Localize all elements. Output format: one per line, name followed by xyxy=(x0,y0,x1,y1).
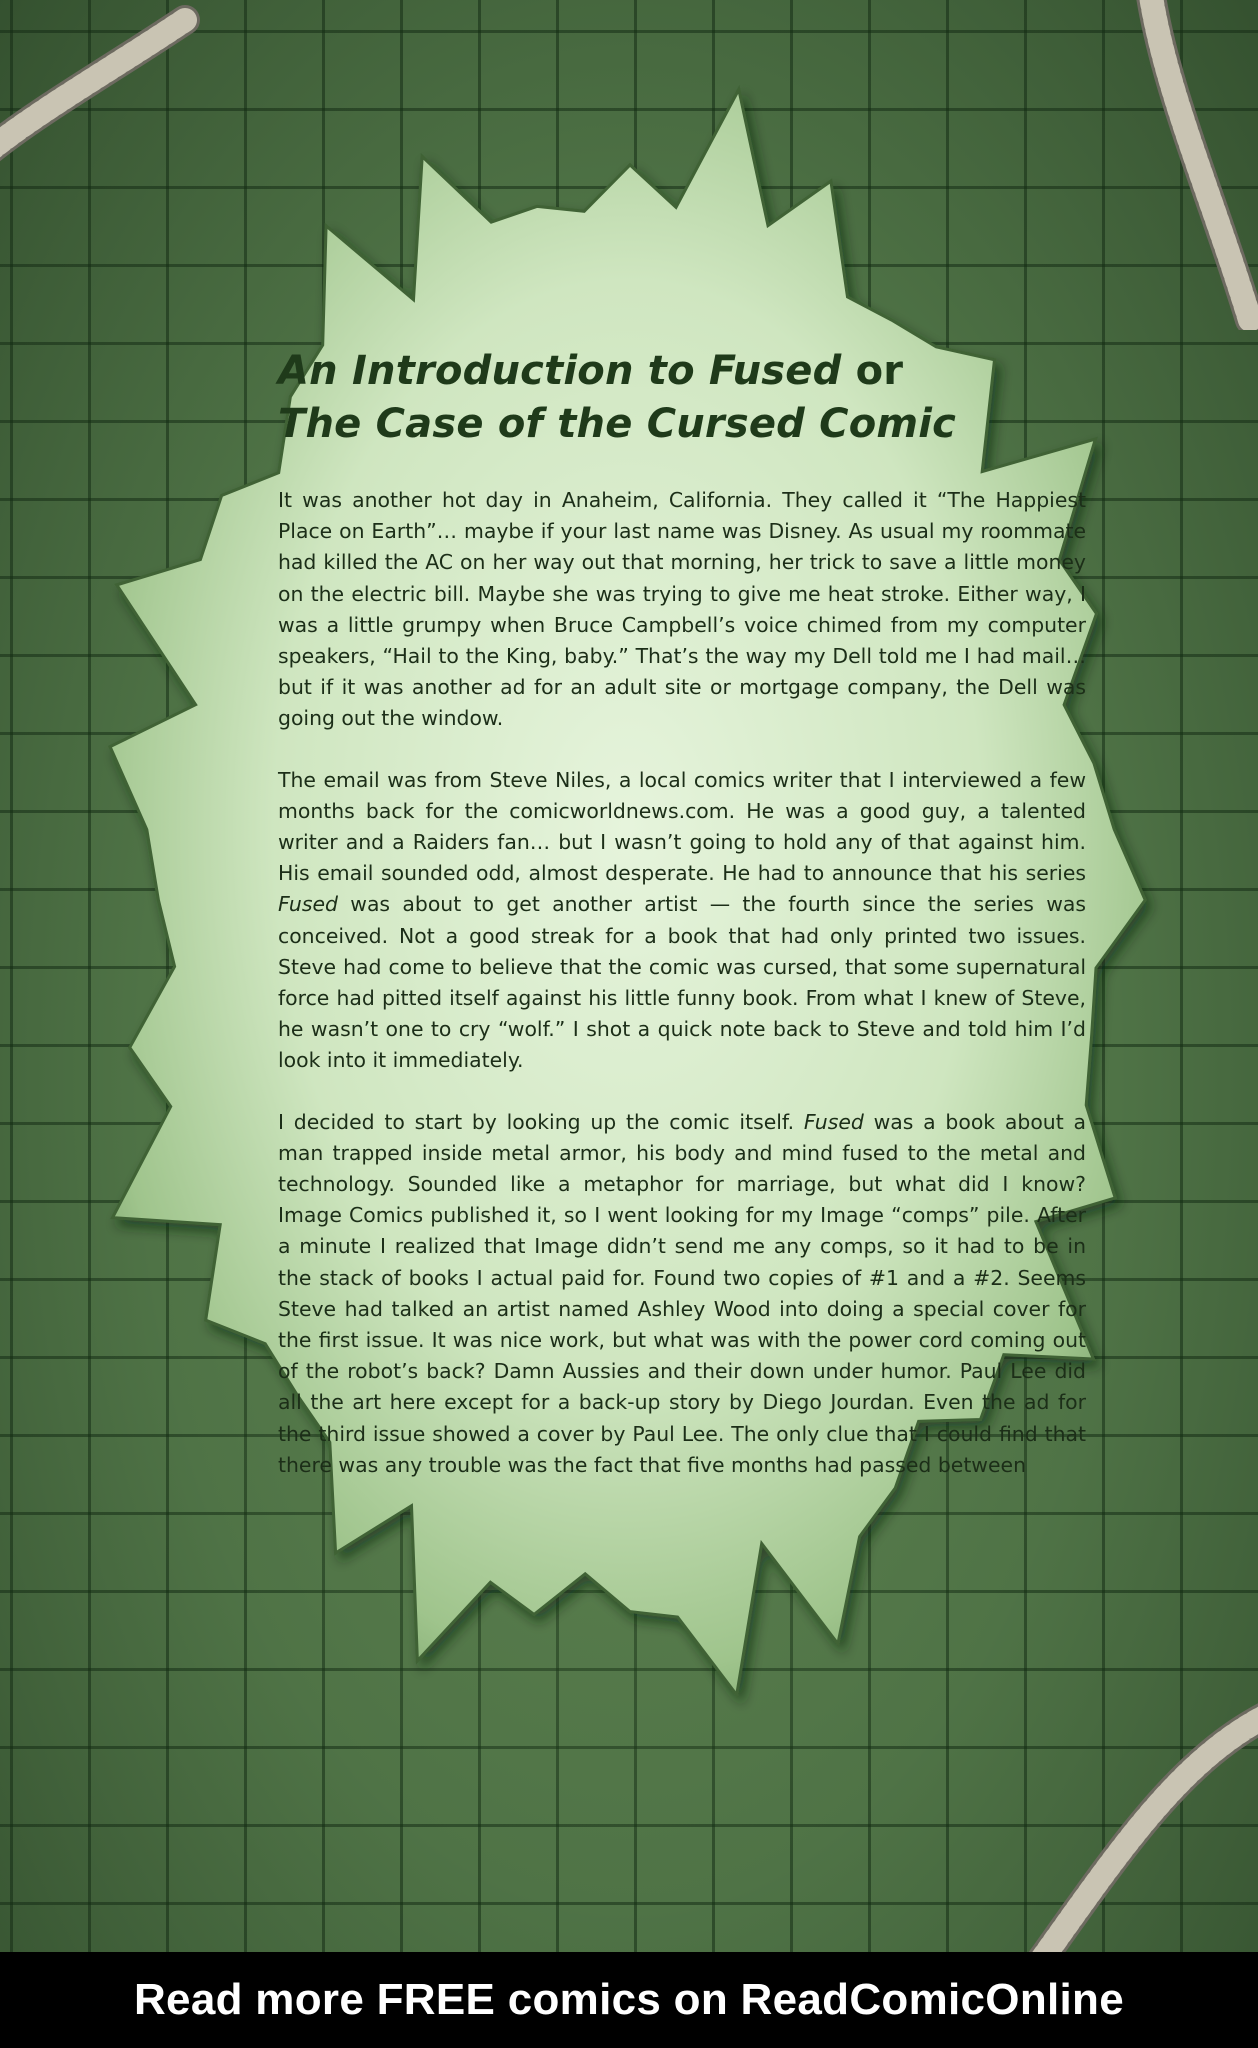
metal-cable-top-right xyxy=(1130,0,1258,330)
comic-title-text: Fused xyxy=(278,892,338,917)
paragraph-text: was a book about a man trapped inside metal armor, his body and mind fused to the metal and technology. Sounded like a metaphor for marriage, but what did I know? Image Comics published it, so I went looking for my Image “comps” pile. After a minute I realized that Image didn’t send me any comps, so it had to be in the stack of books I actual paid for. Found two copies of #1 and a #2. Seems Steve had talked an artist named Ashley Wood into doing a special cover for the first issue. It was nice work, but what was with the power cord coming out of the robot’s back? Damn Aussies and their down under humor. Paul Lee did all the art here except for a back-up story by Diego Jourdan. Even the ad for the third issue showed a cover by Paul Lee. The only clue that I could find that there was any trouble was the fact that five months had passed between xyxy=(278,1109,1086,1477)
paragraph-text: I decided to start by looking up the comic itself. xyxy=(278,1109,804,1134)
paragraph-text: It was another hot day in Anaheim, California. They called it “The Happiest Place on Earth”… maybe if your last name was Disney. As usual my roommate had killed the AC on her way out that morning, her trick to save a little money on the electric bill. Maybe she was trying to give me heat stroke. Either way, I was a little grumpy when Bruce Campbell’s voice chimed from my computer speakers, “Hail to the King, baby.” That’s the way my Dell told me I had mail… but if it was another ad for an adult site or mortgage company, the Dell was going out the window. xyxy=(278,488,1086,731)
article-paragraph-1 xyxy=(278,485,1086,735)
article-text-panel xyxy=(278,345,1086,1511)
title-line-2: The Case of the Cursed Comic xyxy=(278,401,957,447)
readcomiconline-banner xyxy=(0,1952,1258,2048)
article-title xyxy=(278,345,1086,451)
article-paragraph-3 xyxy=(278,1107,1086,1481)
title-line-1: An Introduction to Fused or xyxy=(278,348,904,394)
article-body xyxy=(278,485,1086,1481)
metal-cable-bottom-right xyxy=(1000,1700,1258,1952)
paragraph-text: was about to get another artist — the fourth since the series was conceived. Not a good streak for a book that had only printed two issues. Steve had come to believe that the comic was cursed, that some supernatural force had pitted itself against his little funny book. From what I knew of Steve, he wasn’t one to cry “wolf.” I shot a quick note back to Steve and told him I’d look into it immediately. xyxy=(278,892,1086,1073)
comic-title-text: Fused xyxy=(803,1109,864,1134)
article-paragraph-2 xyxy=(278,765,1086,1077)
paragraph-text: The email was from Steve Niles, a local comics writer that I interviewed a few months back for the comicworldnews.com. He was a good guy, a talented writer and a Raiders fan… but I wasn’t going to hold any of that against him. His email sounded odd, almost desperate. He had to announce that his series xyxy=(278,767,1086,886)
banner-text: Read more FREE comics on ReadComicOnline xyxy=(133,1975,1124,2024)
metal-cable-top-left xyxy=(0,0,200,180)
